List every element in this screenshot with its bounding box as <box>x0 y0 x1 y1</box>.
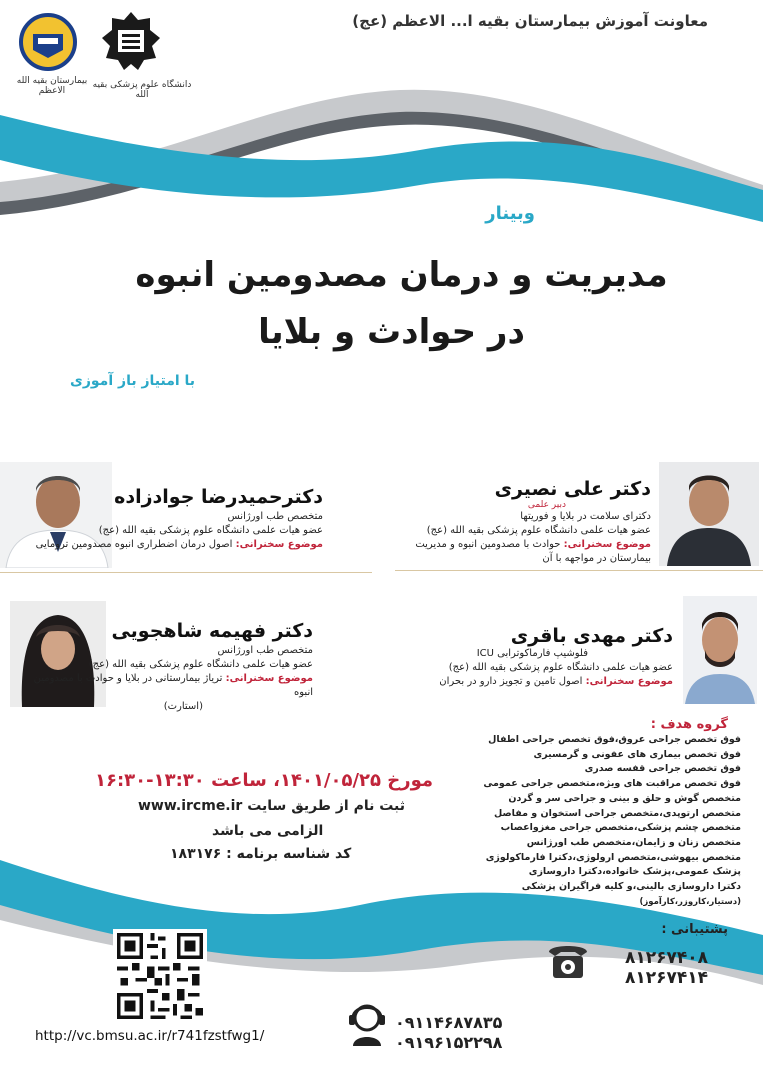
speaker-degree: متخصص طب اورژانس <box>217 645 313 656</box>
speaker-topic <box>353 675 673 689</box>
target-group-item: متخصص چشم پزشکی،متخصص جراحی مغزواعصاب <box>500 822 741 834</box>
registration-mandatory: الزامی می باشد <box>212 823 324 839</box>
hospital-logo-caption: بیمارستان بقیه الله الاعظم <box>16 76 88 96</box>
event-title-line2: در حوادث و بلایا <box>258 312 525 352</box>
speaker-card <box>13 620 313 714</box>
speaker-affiliation: عضو هیات علمی دانشگاه علوم پزشکی بقیه الله (عج) <box>448 662 673 673</box>
speaker-role: دبیر علمی <box>527 500 566 510</box>
speaker-topic <box>13 538 323 552</box>
speaker-name: دکترحمیدرضا جوادزاده <box>114 486 323 508</box>
qr-code[interactable] <box>113 929 207 1023</box>
support-phones <box>625 948 708 988</box>
target-group-item: فوق تخصص جراحی قفسه صدری <box>584 763 741 775</box>
speaker-affiliation: عضو هیات علمی دانشگاه علوم پزشکی بقیه الله (عج) <box>88 659 313 670</box>
program-id: کد شناسه برنامه : ۱۸۳۱۷۶ <box>170 846 352 862</box>
target-group-title: گروه هدف : <box>650 717 728 732</box>
target-group-item: متخصص گوش و حلق و بینی و جراحی سر و گردن <box>508 792 741 804</box>
speaker-degree: فلوشیپ فارماکوترابی ICU <box>476 648 588 659</box>
event-type: وبینار <box>485 203 535 224</box>
target-group-item: متخصص زنان و زایمان،متخصص طب اورژانس <box>526 836 741 848</box>
support-phone[interactable]: ۸۱۲۶۷۴۱۴ <box>624 968 708 988</box>
university-logo <box>100 10 162 72</box>
speaker-degree: دکترای سلامت در بلایا و فوریتها <box>520 511 651 522</box>
topic-text: تریاژ بیمارستانی در بلایا و حوادث با مصدومین انبوه <box>33 673 313 698</box>
support-mobile[interactable]: ۰۹۱۹۶۱۵۲۲۹۸ <box>395 1033 503 1052</box>
speaker-degree: متخصص طب اورژانس <box>227 511 323 522</box>
target-group-item: پزشک عمومی،پزشک خانواده،دکترا داروسازی <box>528 866 741 878</box>
target-group-item: متخصص بیهوشی،متخصص ارولوژی،دکترا فارماکولوژی <box>485 851 741 863</box>
speaker-topic-cont: (استارت) <box>163 701 203 712</box>
topic-text: اصول تامین و تجویز دارو در بحران <box>439 676 583 687</box>
speaker-card <box>13 486 323 552</box>
support-agent-icon <box>345 1000 389 1046</box>
target-group-item: (دستیار،کاروزر،کارآموز) <box>639 896 741 907</box>
telephone-icon <box>545 940 591 982</box>
support-mobile[interactable]: ۰۹۱۱۴۶۸۷۸۳۵ <box>395 1013 503 1032</box>
topic-text: اصول درمان اضطراری انبوه مصدومین ترومایی <box>35 539 233 550</box>
speaker-photo <box>683 596 757 704</box>
event-date-time: مورخ ۱۴۰۱/۰۵/۲۵، ساعت ۱۳:۳۰-۱۶:۳۰ <box>95 770 434 791</box>
event-title-line1: مدیریت و درمان مصدومین انبوه <box>135 255 668 295</box>
speaker-name: دکتر علی نصیری <box>494 478 651 500</box>
speaker-card <box>353 625 673 689</box>
registration-info: ثبت نام از طریق سایت www.ircme.ir <box>138 798 406 814</box>
speaker-name: دکتر مهدی باقری <box>510 625 673 647</box>
target-group-item: فوق تخصص بیماری های عفونی و گرمسیری <box>533 748 741 760</box>
shield-logo-icon <box>18 12 78 72</box>
topic-label: موضوع سخنرانی: <box>585 676 673 687</box>
university-logo-caption: دانشگاه علوم پزشکی بقیه الله <box>92 80 192 100</box>
target-group-item: فوق تخصص مراقبت های ویژه،متخصص جراحی عمومی <box>483 778 741 790</box>
target-group-list <box>471 733 741 909</box>
speaker-photo <box>659 462 759 566</box>
speaker-topic <box>321 538 651 552</box>
webinar-link[interactable]: http://vc.bmsu.ac.ir/r741fzstfwg1/ <box>35 1028 265 1044</box>
hospital-logo <box>18 12 78 72</box>
divider-line <box>0 572 372 573</box>
topic-label: موضوع سخنرانی: <box>225 673 313 684</box>
speaker-card <box>321 478 651 566</box>
topic-label: موضوع سخنرانی: <box>563 539 651 550</box>
divider-line <box>395 570 763 571</box>
support-mobiles <box>395 1013 502 1053</box>
topic-label: موضوع سخنرانی: <box>235 539 323 550</box>
cme-points-label: با امتیاز باز آموزی <box>70 373 196 389</box>
header-title: معاونت آموزش بیمارستان بقیه ا... الاعظم (عج) <box>352 12 708 30</box>
speaker-topic-cont: بیمارستان در مواجهه با آن <box>542 553 651 564</box>
speaker-name: دکتر فهیمه شاهجویی <box>111 620 313 642</box>
target-group-item: فوق تخصص جراحی عروق،فوق تخصص جراحی اطفال <box>488 734 741 745</box>
speaker-affiliation: عضو هیات علمی دانشگاه علوم پزشکی بقیه الله (عج) <box>98 525 323 536</box>
support-phone[interactable]: ۸۱۲۶۷۴۰۸ <box>624 948 708 968</box>
university-emblem-icon <box>100 10 162 72</box>
topic-text: حوادث با مصدومین انبوه و مدیریت <box>415 539 561 550</box>
speaker-affiliation: عضو هیات علمی دانشگاه علوم پزشکی بقیه الله (عج) <box>426 525 651 536</box>
support-title: پشتیبانی : <box>661 922 728 937</box>
target-group-item: متخصص ارتوپدی،متخصص جراحی استخوان و مفاصل <box>494 807 741 819</box>
speaker-topic <box>13 672 313 700</box>
target-group-item: دکترا داروسازی بالینی،و کلیه فراگیران پزشکی <box>521 881 741 893</box>
